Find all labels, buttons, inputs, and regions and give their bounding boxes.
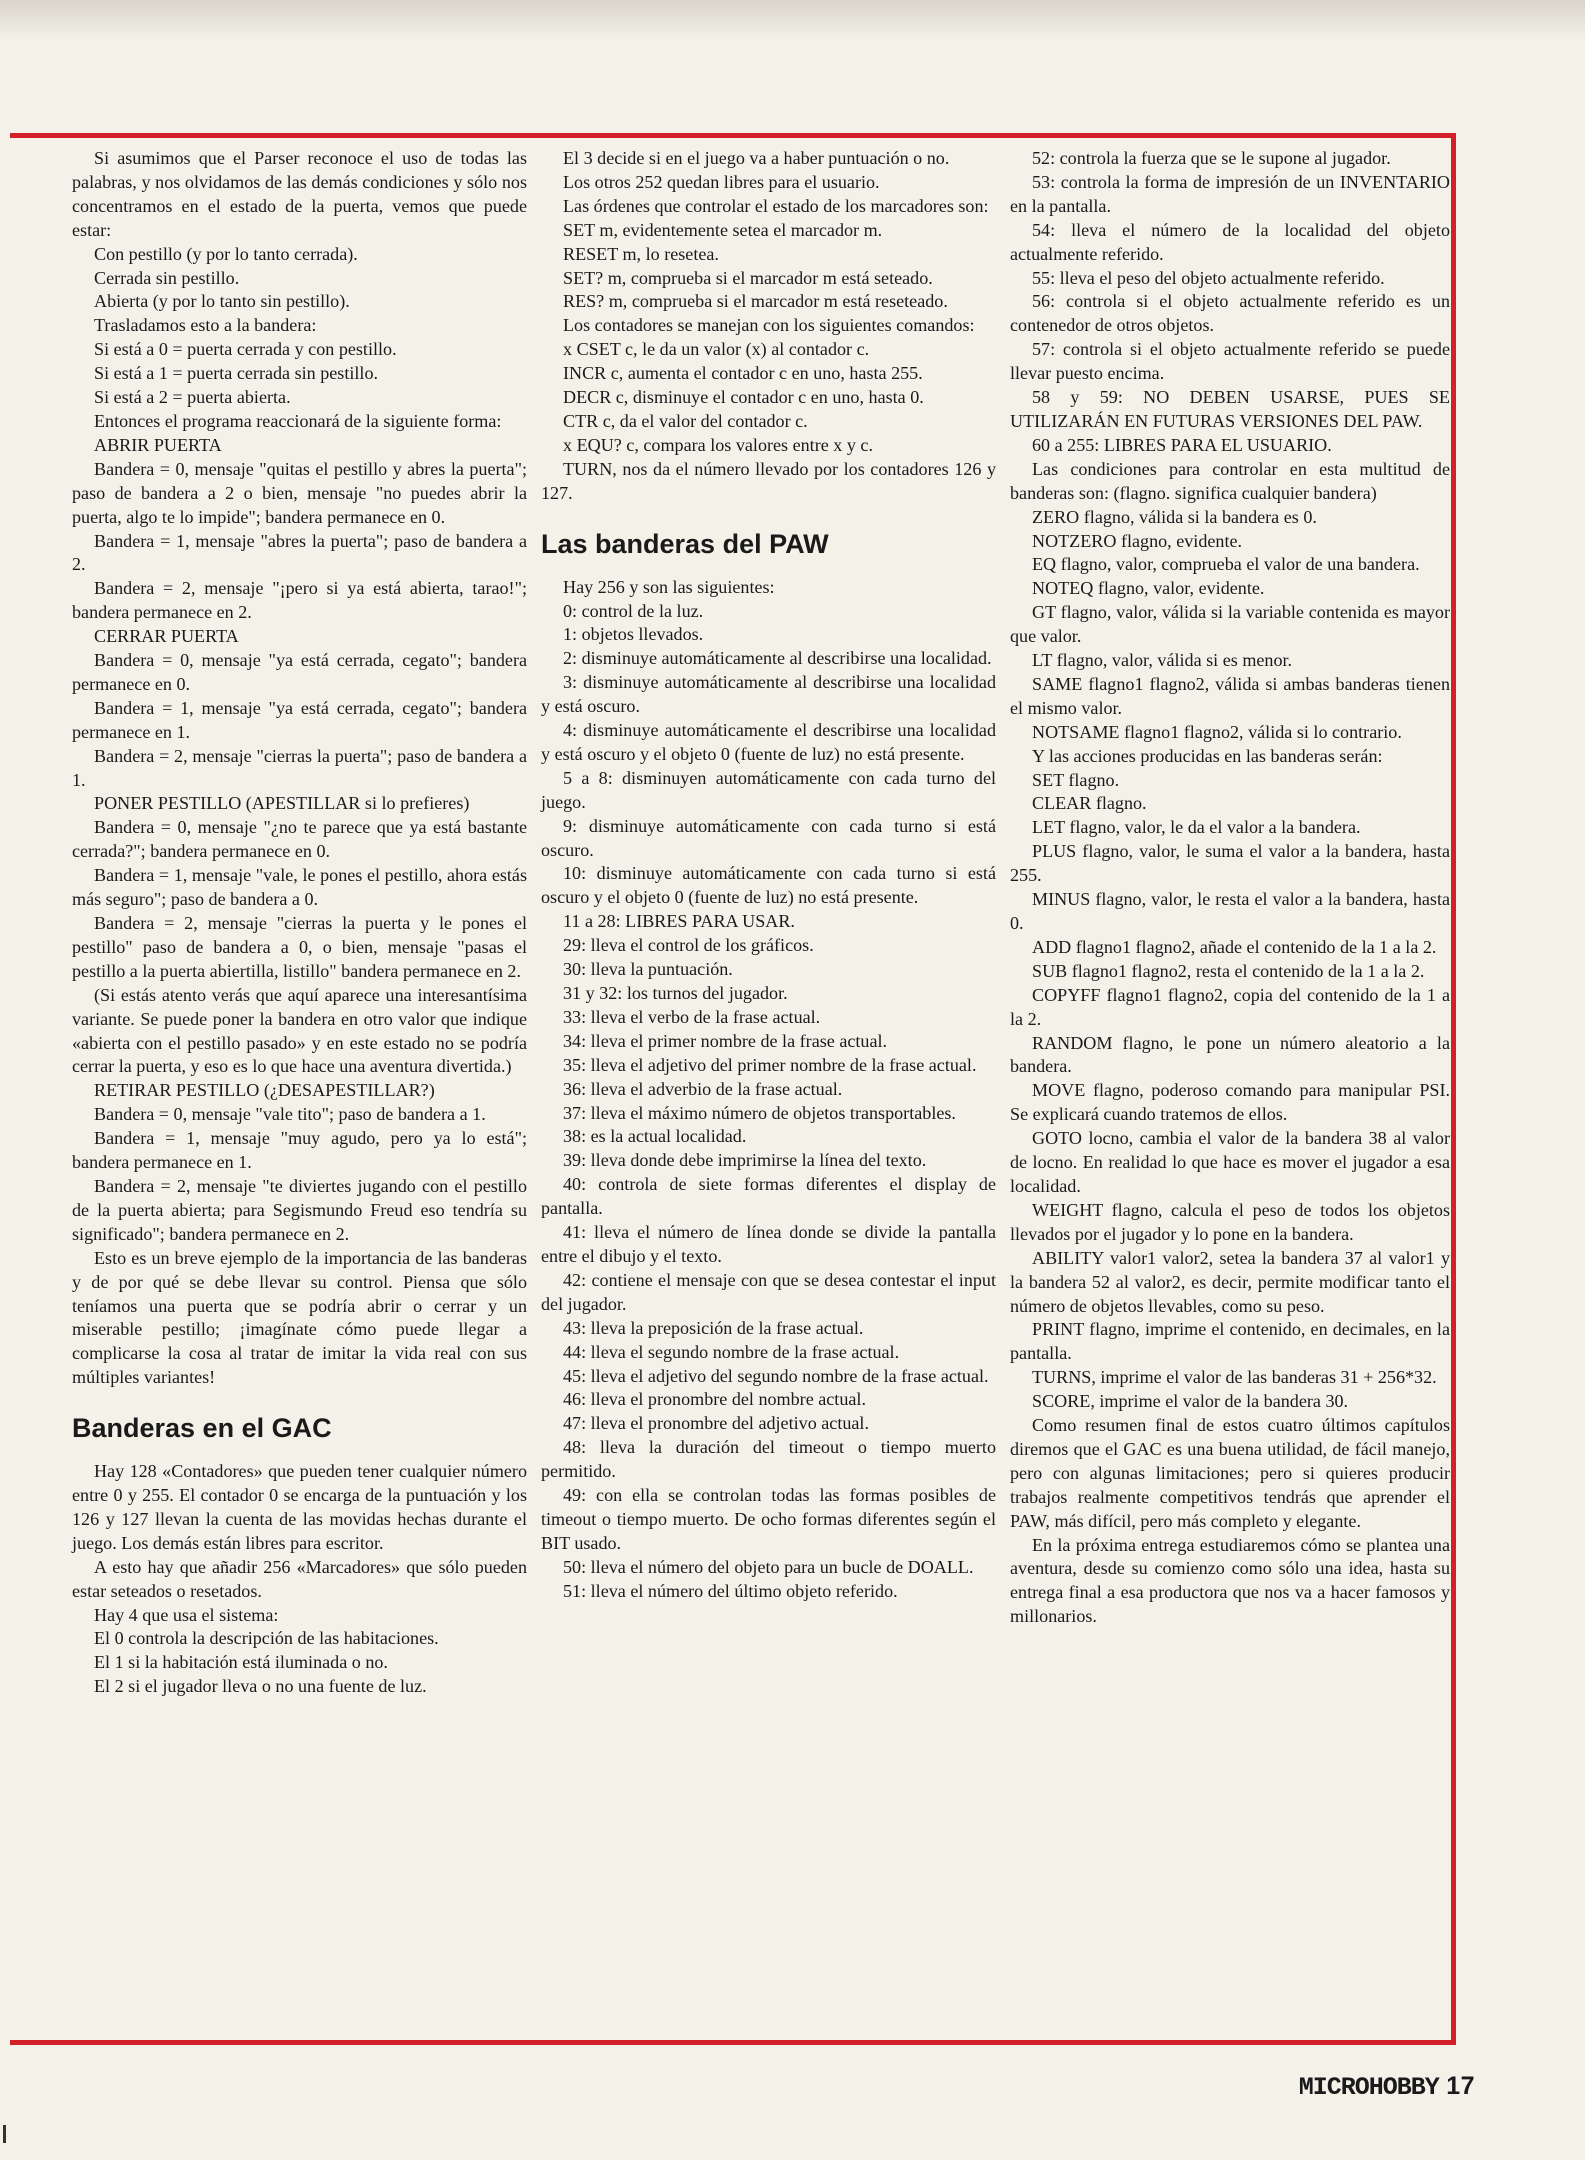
scan-edge bbox=[0, 0, 1585, 40]
paragraph: SCORE, imprime el valor de la bandera 30. bbox=[1032, 1391, 1349, 1412]
column-3 bbox=[1010, 147, 1450, 1629]
paragraph: El 3 decide si en el juego va a haber puntuación o no. bbox=[563, 148, 950, 168]
paragraph: Bandera = 0, mensaje "ya está cerrada, cegato"; bandera permanece en 0. bbox=[72, 650, 527, 694]
paragraph: 3: disminuye automáticamente al describirse una localidad y está oscuro. bbox=[541, 672, 996, 717]
col1-paragraphs-2 bbox=[72, 1460, 527, 1699]
paragraph: El 2 si el jugador lleva o no una fuente de luz. bbox=[94, 1676, 427, 1697]
paragraph: 31 y 32: los turnos del jugador. bbox=[563, 983, 788, 1003]
paragraph: SET? m, comprueba si el marcador m está seteado. bbox=[563, 267, 933, 288]
paragraph: 41: lleva el número de línea donde se divide la pantalla entre el dibujo y el texto. bbox=[541, 1222, 996, 1266]
paragraph: RESET m, lo resetea. bbox=[563, 243, 719, 264]
paragraph: DECR c, disminuye el contador c en uno, hasta 0. bbox=[563, 387, 924, 408]
paragraph: Bandera = 2, mensaje "cierras la puerta y le pones el pestillo" paso de bandera a 0, o bien, mensaje "pasas el pestillo a la puerta abiertilla, listillo" bandera permanece en 2. bbox=[72, 913, 527, 981]
paragraph: 57: controla si el objeto actualmente referido se puede llevar puesto encima. bbox=[1010, 339, 1450, 384]
paragraph: Los otros 252 quedan libres para el usuario. bbox=[563, 171, 880, 192]
paragraph: 11 a 28: LIBRES PARA USAR. bbox=[563, 911, 795, 932]
paragraph: 51: lleva el número del último objeto referido. bbox=[563, 1580, 898, 1601]
paragraph: x EQU? c, compara los valores entre x y c. bbox=[563, 434, 873, 455]
paragraph: CERRAR PUERTA bbox=[94, 626, 239, 647]
paragraph: NOTZERO flagno, evidente. bbox=[1032, 530, 1243, 551]
paragraph: En la próxima entrega estudiaremos cómo se plantea una aventura, desde su comienzo como sólo una idea, hasta su entrega final a esa productora que nos va a hacer famosos y millonarios. bbox=[1010, 1534, 1450, 1627]
paragraph: 4: disminuye automáticamente el describirse una localidad y está oscuro y el objeto 0 (fuente de luz) no está presente. bbox=[541, 720, 996, 764]
section-heading-paw: Las banderas del PAW bbox=[541, 528, 829, 559]
paragraph: 33: lleva el verbo de la frase actual. bbox=[563, 1006, 821, 1027]
paragraph: Y las acciones producidas en las banderas serán: bbox=[1032, 745, 1383, 766]
paragraph: GT flagno, valor, válida si la variable contenida es mayor que valor. bbox=[1010, 602, 1450, 647]
paragraph: SET flagno. bbox=[1032, 769, 1120, 790]
paragraph: 0: control de la luz. bbox=[563, 600, 704, 621]
paragraph: TURN, nos da el número llevado por los contadores 126 y 127. bbox=[541, 458, 996, 503]
paragraph: ABRIR PUERTA bbox=[94, 434, 222, 455]
paragraph: (Si estás atento verás que aquí aparece una interesantísima variante. Se puede poner la bandera en otro valor que indique «abierta con el pestillo pasado» y en este estado no se podría cerrar la puerta, y eso es lo que hace una aventura divertida.) bbox=[72, 984, 527, 1077]
col1-paragraphs bbox=[72, 147, 527, 1390]
paragraph: CTR c, da el valor del contador c. bbox=[563, 410, 808, 431]
paragraph: ADD flagno1 flagno2, añade el contenido de la 1 a la 2. bbox=[1032, 936, 1437, 957]
paragraph: NOTSAME flagno1 flagno2, válida si lo contrario. bbox=[1032, 721, 1402, 742]
paragraph: 50: lleva el número del objeto para un bucle de DOALL. bbox=[563, 1556, 974, 1577]
paragraph: 35: lleva el adjetivo del primer nombre de la frase actual. bbox=[563, 1054, 977, 1075]
paragraph: 1: objetos llevados. bbox=[563, 624, 704, 645]
paragraph: 9: disminuye automáticamente con cada turno si está oscuro. bbox=[541, 815, 996, 860]
paragraph: GOTO locno, cambia el valor de la bandera 38 al valor de locno. En realidad lo que hace es mover el jugador a esa localidad. bbox=[1010, 1128, 1450, 1196]
column-1 bbox=[72, 147, 527, 1699]
paragraph: 44: lleva el segundo nombre de la frase actual. bbox=[563, 1341, 900, 1362]
paragraph: Bandera = 0, mensaje "vale tito"; paso de bandera a 1. bbox=[94, 1104, 486, 1125]
paragraph: ABILITY valor1 valor2, setea la bandera 37 al valor1 y la bandera 52 al valor2, es decir, permite modificar tanto el número de objetos llevables, como su peso. bbox=[1010, 1247, 1450, 1316]
paragraph: 45: lleva el adjetivo del segundo nombre de la frase actual. bbox=[563, 1365, 989, 1386]
paragraph: 54: lleva el número de la localidad del objeto actualmente referido. bbox=[1010, 219, 1450, 264]
paragraph: 2: disminuye automáticamente al describirse una localidad. bbox=[563, 648, 992, 669]
paragraph: 29: lleva el control de los gráficos. bbox=[563, 935, 814, 956]
paragraph: 39: lleva donde debe imprimirse la línea del texto. bbox=[563, 1150, 927, 1171]
paragraph: Abierta (y por lo tanto sin pestillo). bbox=[94, 291, 350, 312]
paragraph: 55: lleva el peso del objeto actualmente referido. bbox=[1032, 267, 1385, 288]
paragraph: RETIRAR PESTILLO (¿DESAPESTILLAR?) bbox=[94, 1080, 435, 1101]
paragraph: Si asumimos que el Parser reconoce el uso de todas las palabras, y nos olvidamos de las demás condiciones y sólo nos concentramos en el estado de la puerta, vemos que puede estar: bbox=[72, 148, 527, 240]
paragraph: x CSET c, le da un valor (x) al contador c. bbox=[563, 339, 870, 360]
paragraph: Bandera = 0, mensaje "quitas el pestillo y abres la puerta"; paso de bandera a 2 o bien, mensaje "no puedes abrir la puerta, algo te lo impide"; bandera permanece en 0. bbox=[72, 458, 527, 527]
col2-paragraphs-2 bbox=[541, 576, 996, 1604]
paragraph: 56: controla si el objeto actualmente referido es un contenedor de otros objetos. bbox=[1010, 291, 1450, 336]
paragraph: Los contadores se manejan con los siguientes comandos: bbox=[563, 315, 975, 336]
paragraph: PRINT flagno, imprime el contenido, en decimales, en la pantalla. bbox=[1010, 1319, 1450, 1364]
paragraph: El 0 controla la descripción de las habitaciones. bbox=[94, 1628, 439, 1649]
paragraph: 40: controla de siete formas diferentes el display de pantalla. bbox=[541, 1174, 996, 1219]
paragraph: 52: controla la fuerza que se le supone al jugador. bbox=[1032, 148, 1391, 168]
paragraph: COPYFF flagno1 flagno2, copia del contenido de la 1 a la 2. bbox=[1010, 984, 1450, 1029]
paragraph: Bandera = 1, mensaje "abres la puerta"; paso de bandera a 2. bbox=[72, 530, 527, 575]
col3-paragraphs bbox=[1010, 147, 1450, 1629]
paragraph: RANDOM flagno, le pone un número aleatorio a la bandera. bbox=[1010, 1032, 1450, 1077]
column-2 bbox=[541, 147, 996, 1604]
paragraph: Como resumen final de estos cuatro últimos capítulos diremos que el GAC es una buena utilidad, de fácil manejo, pero con algunas limitaciones; pero si quieres producir trabajos realmente competitivos tendrás que aprender el PAW, más difícil, pero más completo y elegante. bbox=[1010, 1415, 1450, 1531]
paragraph: 34: lleva el primer nombre de la frase actual. bbox=[563, 1030, 888, 1051]
paragraph: Si está a 0 = puerta cerrada y con pestillo. bbox=[94, 339, 397, 360]
paragraph: Con pestillo (y por lo tanto cerrada). bbox=[94, 243, 358, 264]
col2-paragraphs bbox=[541, 147, 996, 506]
paragraph: Bandera = 1, mensaje "vale, le pones el pestillo, ahora estás más seguro"; paso de bandera a 0. bbox=[72, 865, 527, 910]
paragraph: A esto hay que añadir 256 «Marcadores» que sólo pueden estar seteados o resetados. bbox=[72, 1556, 527, 1601]
paragraph: 36: lleva el adverbio de la frase actual. bbox=[563, 1078, 843, 1099]
paragraph: LT flagno, valor, válida si es menor. bbox=[1032, 650, 1293, 671]
paragraph: 37: lleva el máximo número de objetos transportables. bbox=[563, 1102, 956, 1123]
paragraph: 48: lleva la duración del timeout o tiempo muerto permitido. bbox=[541, 1437, 996, 1482]
paragraph: SET m, evidentemente setea el marcador m. bbox=[563, 219, 883, 240]
paragraph: 43: lleva la preposición de la frase actual. bbox=[563, 1317, 864, 1338]
paragraph: 60 a 255: LIBRES PARA EL USUARIO. bbox=[1032, 434, 1332, 455]
paragraph: 47: lleva el pronombre del adjetivo actual. bbox=[563, 1413, 869, 1434]
paragraph: 58 y 59: NO DEBEN USARSE, PUES SE UTILIZARÁN EN FUTURAS VERSIONES DEL PAW. bbox=[1010, 387, 1450, 431]
paragraph: PLUS flagno, valor, le suma el valor a la bandera, hasta 255. bbox=[1010, 841, 1450, 886]
paragraph: Bandera = 1, mensaje "ya está cerrada, cegato"; bandera permanece en 1. bbox=[72, 697, 527, 742]
paragraph: 49: con ella se controlan todas las formas posibles de timeout o tiempo muerto. De ocho formas diferentes según el BIT usado. bbox=[541, 1485, 996, 1553]
paragraph: Trasladamos esto a la bandera: bbox=[94, 315, 317, 336]
paragraph: EQ flagno, valor, comprueba el valor de una bandera. bbox=[1032, 554, 1420, 575]
paragraph: Cerrada sin pestillo. bbox=[94, 267, 240, 288]
page-footer bbox=[1299, 2072, 1475, 2102]
paragraph: SUB flagno1 flagno2, resta el contenido de la 1 a la 2. bbox=[1032, 960, 1425, 981]
paragraph: Si está a 1 = puerta cerrada sin pestillo. bbox=[94, 363, 379, 384]
paragraph: INCR c, aumenta el contador c en uno, hasta 255. bbox=[563, 363, 923, 384]
paragraph: 42: contiene el mensaje con que se desea contestar el input del jugador. bbox=[541, 1269, 996, 1314]
paragraph: 53: controla la forma de impresión de un INVENTARIO en la pantalla. bbox=[1010, 171, 1450, 216]
paragraph: 30: lleva la puntuación. bbox=[563, 959, 733, 980]
paragraph: Bandera = 2, mensaje "te diviertes jugando con el pestillo de la puerta abierta; para Segismundo Freud eso tendría su significado"; bandera permanece en 2. bbox=[72, 1175, 527, 1244]
paragraph: TURNS, imprime el valor de las banderas 31 + 256*32. bbox=[1032, 1367, 1437, 1388]
paragraph: MOVE flagno, poderoso comando para manipular PSI. Se explicará cuando tratemos de ellos. bbox=[1010, 1080, 1450, 1125]
paragraph: Hay 4 que usa el sistema: bbox=[94, 1604, 279, 1625]
paragraph: RES? m, comprueba si el marcador m está reseteado. bbox=[563, 291, 948, 312]
paragraph: Las condiciones para controlar en esta multitud de banderas son: (flagno. significa cualquier bandera) bbox=[1010, 458, 1450, 503]
paragraph: El 1 si la habitación está iluminada o no. bbox=[94, 1652, 388, 1673]
paragraph: 38: es la actual localidad. bbox=[563, 1126, 747, 1147]
paragraph: Bandera = 0, mensaje "¿no te parece que ya está bastante cerrada?"; bandera permanece en 0. bbox=[72, 817, 527, 862]
paragraph: Bandera = 2, mensaje "cierras la puerta"; paso de bandera a 1. bbox=[72, 745, 527, 790]
paragraph: ZERO flagno, válida si la bandera es 0. bbox=[1032, 506, 1317, 527]
paragraph: Bandera = 1, mensaje "muy agudo, pero ya lo está"; bandera permanece en 1. bbox=[72, 1128, 527, 1173]
paragraph: Bandera = 2, mensaje "¡pero si ya está abierta, tarao!"; bandera permanece en 2. bbox=[72, 578, 527, 623]
paragraph: Si está a 2 = puerta abierta. bbox=[94, 387, 291, 408]
paragraph: WEIGHT flagno, calcula el peso de todos los objetos llevados por el jugador y lo pone en la bandera. bbox=[1010, 1199, 1450, 1244]
paragraph: MINUS flagno, valor, le resta el valor a la bandera, hasta 0. bbox=[1010, 889, 1450, 933]
paragraph: CLEAR flagno. bbox=[1032, 793, 1147, 814]
paragraph: Hay 256 y son las siguientes: bbox=[563, 576, 775, 597]
page-number: 17 bbox=[1446, 2072, 1475, 2100]
magazine-name: MICROHOBBY bbox=[1298, 2073, 1439, 2102]
paragraph: SAME flagno1 flagno2, válida si ambas banderas tienen el mismo valor. bbox=[1010, 673, 1450, 718]
paragraph: Entonces el programa reaccionará de la siguiente forma: bbox=[94, 410, 502, 431]
paragraph: LET flagno, valor, le da el valor a la bandera. bbox=[1032, 817, 1361, 838]
paragraph: Esto es un breve ejemplo de la importancia de las banderas y de por qué se debe llevar su control. Piensa que sólo teníamos una puerta que se podría abrir o cerrar y un miserable pestillo; ¡imagínate cómo puede llegar a complicarse la cosa al tratar de imitar la vida real con sus múltiples variantes! bbox=[72, 1247, 527, 1388]
paragraph: Hay 128 «Contadores» que pueden tener cualquier número entre 0 y 255. El contador 0 se encarga de la puntuación y los 126 y 127 llevan la cuenta de las movidas hechas durante el juego. Los demás están libres para escritor. bbox=[72, 1461, 527, 1553]
section-heading-gac: Banderas en el GAC bbox=[72, 1413, 332, 1444]
paragraph: PONER PESTILLO (APESTILLAR si lo prefieres) bbox=[94, 793, 470, 814]
paragraph: 46: lleva el pronombre del nombre actual. bbox=[563, 1389, 866, 1410]
paragraph: NOTEQ flagno, valor, evidente. bbox=[1032, 578, 1265, 599]
paragraph: 10: disminuye automáticamente con cada turno si está oscuro y el objeto 0 (fuente de luz) no está presente. bbox=[541, 863, 996, 908]
paragraph: Las órdenes que controlar el estado de los marcadores son: bbox=[563, 195, 989, 216]
paragraph: 5 a 8: disminuyen automáticamente con cada turno del juego. bbox=[541, 767, 996, 812]
margin-mark bbox=[3, 2125, 6, 2143]
